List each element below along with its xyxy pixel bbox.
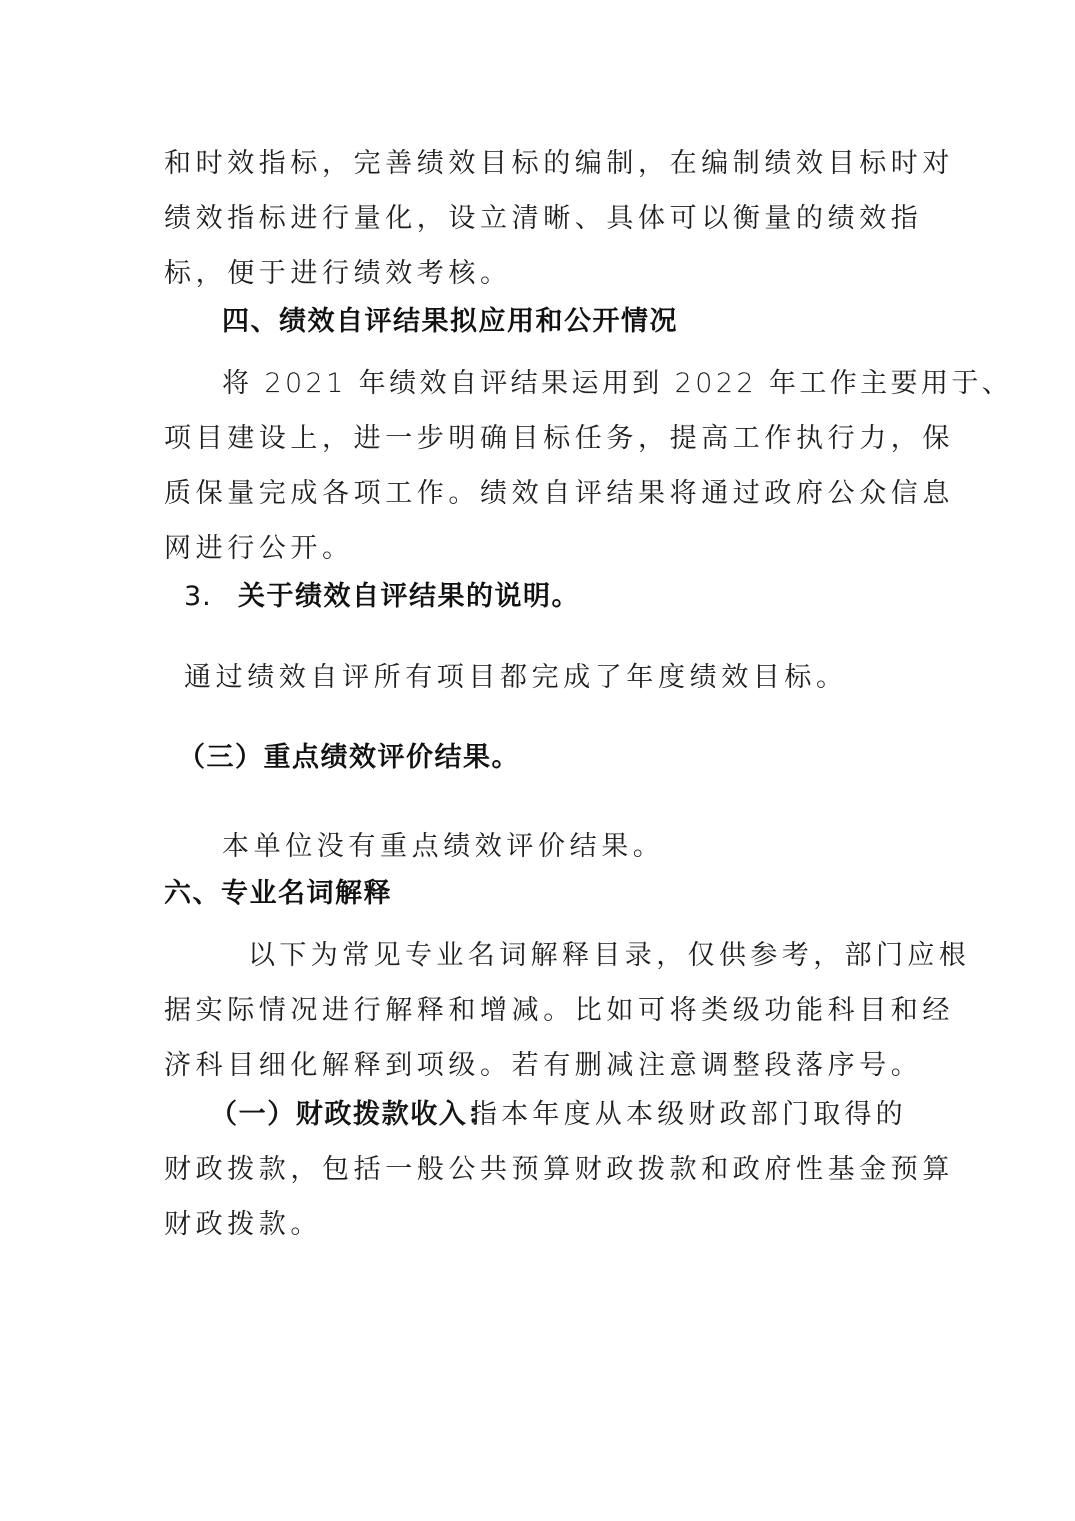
section-heading-4: 四、绩效自评结果拟应用和公开情况 [222,306,678,337]
body-text-line: 项目建设上，进一步明确目标任务，提高工作执行力，保 [164,423,954,454]
body-text-line: 绩效指标进行量化，设立清晰、具体可以衡量的绩效指 [164,203,923,234]
body-text-line: 标，便于进行绩效考核。 [164,258,512,289]
body-text-line: 质保量完成各项工作。绩效自评结果将通过政府公众信息 [164,478,954,509]
body-text-line: 网进行公开。 [164,533,354,564]
body-text-line: 通过绩效自评所有项目都完成了年度绩效目标。 [184,662,848,693]
body-text-line: 据实际情况进行解释和增减。比如可将类级功能科目和经 [164,995,954,1026]
body-text-line: 和时效指标，完善绩效目标的编制，在编制绩效目标时对 [164,148,954,179]
body-text-line: 以下为常见专业名词解释目录，仅供参考，部门应根 [248,940,971,971]
item-heading-3: 关于绩效自评结果的说明。 [238,581,580,612]
term-definition: 指本年度从本级财政部门取得的 [470,1099,907,1130]
body-text-line: 将 2021 年绩效自评结果运用到 2022 年工作主要用于、 [222,368,1013,399]
body-text-line: 财政拨款，包括一般公共预算财政拨款和政府性基金预算 [164,1154,954,1185]
body-text-line: 本单位没有重点绩效评价结果。 [222,831,665,862]
section-heading-6: 六、专业名词解释 [164,878,392,909]
body-text-line: 财政拨款。 [164,1209,322,1240]
body-text-line: 济科目细化解释到项级。若有删减注意调整段落序号。 [164,1050,923,1081]
item-number: 3. [184,581,212,612]
term-label: （一）财政拨款收入： [210,1099,496,1130]
subsection-heading-3: （三）重点绩效评价结果。 [178,742,520,773]
